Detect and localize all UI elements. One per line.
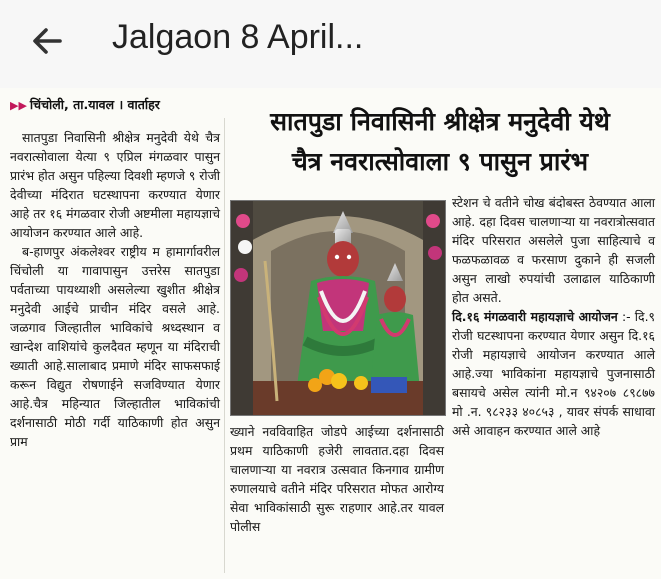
article-column-2 <box>230 422 444 536</box>
app-bar <box>0 0 661 89</box>
paragraph: स्टेशन चे वतीने चोख बंदोबस्त ठेवण्यात आला आहे. दहा दिवस चालणाऱ्या या नवरात्रोत्सवात मंदिर परिसरात असलेले पुजा साहित्याचे व फळफळावळ व फरसाण दुकाने ही सजली असुन लाखो रुपयांची उलाढाल याठिकाणी होत असते. <box>452 195 655 305</box>
headline <box>222 102 658 182</box>
goddess-idols-photo <box>230 200 446 416</box>
bullet-icon: ▶▶ <box>10 99 27 112</box>
paragraph-text: :- दि.९ रोजी घटस्थापना करण्यात येणार असुन दि.१६ रोजी महायज्ञाचे आयोजन करण्यात आले आहे.ज्या भाविकांना महायज्ञाचे पुजनासाठी बसायचे असेल त्यांनी मो.न ९४२०७ ८९८७७ मो .न. ९८२३३ ४०८५३ , यावर संपर्क साधावा असे आवाहन करण्यात आले आहे <box>452 309 655 438</box>
headline-line-1: सातपुडा निवासिनी श्रीक्षेत्र मनुदेवी येथे <box>270 107 610 136</box>
page-title: Jalgaon 8 April... <box>112 18 364 56</box>
column-divider <box>224 118 225 573</box>
paragraph: ब-हाणपुर अंकलेश्वर राष्ट्रीय म हामार्गावरील चिंचोली या गावापासुन उत्तरेस सातपुडा पर्वताच्या पायथ्याशी असलेल्या खुशीत श्रीक्षेत्र मनुदेवी आईचे प्राचीन मंदिर वसले आहे. जळगाव जिल्हातील भाविकांचे श्रध्दस्थान व खान्देश वाशियांचे कुलदैवत म्हणून या मंदिराची ख्याती आहे.सालाबाद प्रमाणे मंदिर साफसफाई करून विद्युत रोषणाईने सजविण्यात येणार आहे.चैत्र महिन्यात जिल्हातील भाविकांची दर्शनासाठी मोठी गर्दी याठिकाणी होत असुन प्राम <box>10 244 220 449</box>
paragraph-with-subhead <box>452 307 655 440</box>
subheading: दि.१६ मंगळवारी महायज्ञाचे आयोजन <box>452 309 618 324</box>
paragraph: सातपुडा निवासिनी श्रीक्षेत्र मनुदेवी येथे चैत्र नवरात्सोवाला येत्या ९ एप्रिल मंगळवार पासुन प्रारंभ होत असुन पहिल्या दिवशी म्हणजे ९ रोजी देवीच्या मंदिरात घटस्थापना करण्यात येणार आहे तर १६ मंगळवार रोजी अष्टमीला महायज्ञाचे आयोजन करण्यात आले आहे. <box>10 130 220 240</box>
arrow-left-icon[interactable] <box>24 18 70 64</box>
dateline-text: चिंचोली, ता.यावल । वार्ताहर <box>29 97 160 112</box>
dateline <box>10 96 160 113</box>
paragraph: ख्याने नवविवाहित जोडपे आईच्या दर्शनासाठी प्रथम याठिकाणी हजेरी लावतात.दहा दिवस चालणाऱ्या या नवरात्र उत्सवात किनगाव ग्रामीण रुणालयाचे वतीने मंदिर परिसरात मोफत आरोग्य सेवा भाविकांसाठी सुरू राहणार आहे.तर यावल पोलीस <box>230 424 444 534</box>
headline-line-2: चैत्र नवरात्सोवाला ९ पासुन प्रारंभ <box>291 147 589 176</box>
article-column-3 <box>452 193 655 440</box>
newspaper-clipping <box>0 88 661 579</box>
article-column-1 <box>10 128 220 451</box>
